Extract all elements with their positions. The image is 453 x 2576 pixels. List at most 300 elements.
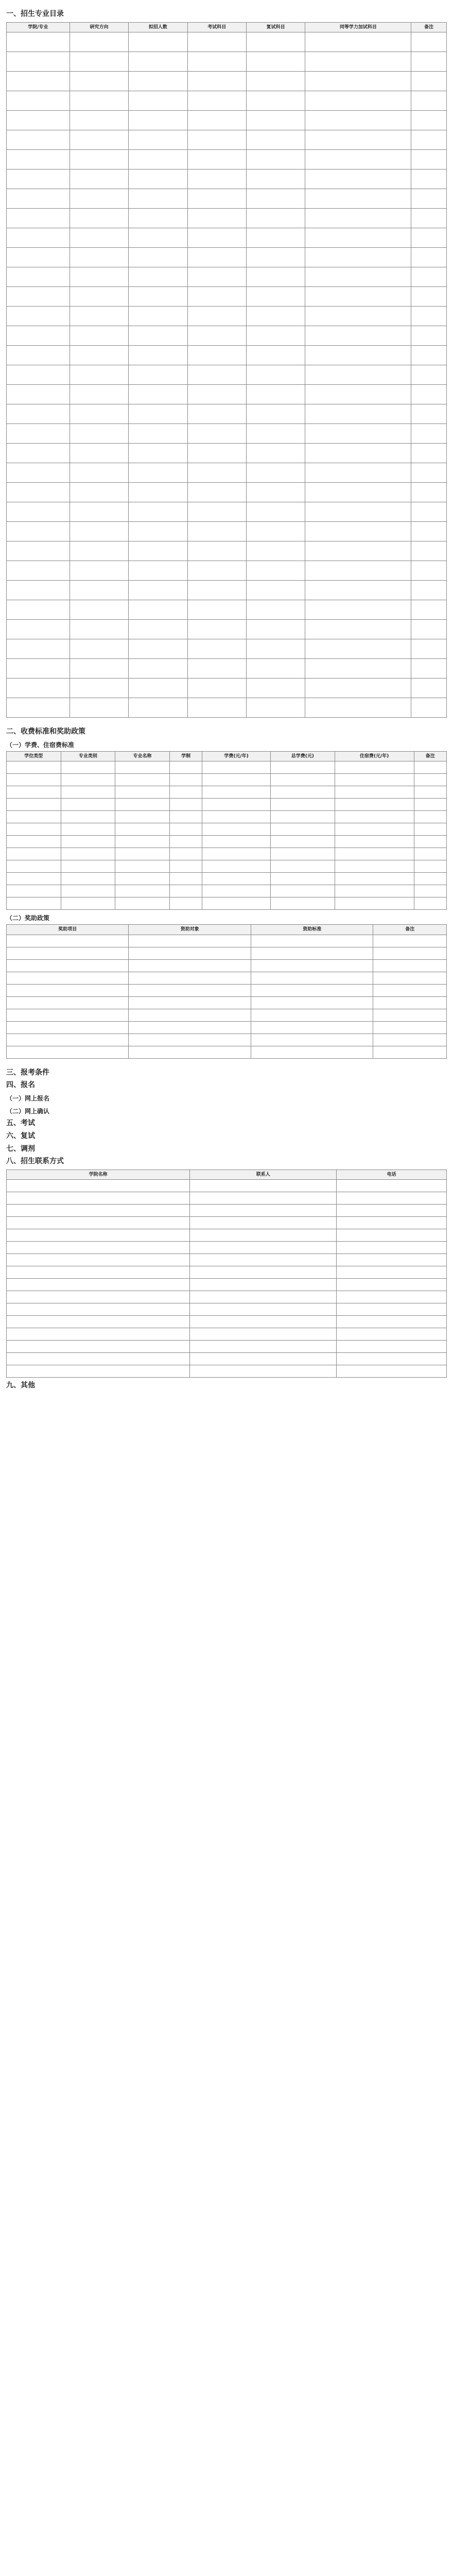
table-cell [246, 483, 305, 502]
table-cell [305, 52, 411, 72]
table-cell [61, 897, 115, 910]
table-cell [337, 1279, 447, 1291]
table-cell [305, 581, 411, 600]
table-cell [251, 947, 373, 959]
fees-header: 专业类别 [61, 752, 115, 761]
table-row [7, 581, 447, 600]
table-cell [7, 639, 70, 659]
table-cell [7, 873, 61, 885]
table-cell [190, 1316, 337, 1328]
table-cell [69, 346, 128, 365]
table-cell [7, 561, 70, 581]
table-cell [169, 761, 202, 774]
table-cell [7, 581, 70, 600]
table-cell [305, 385, 411, 404]
table-cell [187, 267, 246, 287]
table-row [7, 620, 447, 639]
table-cell [305, 228, 411, 248]
table-cell [69, 679, 128, 698]
table-row [7, 1303, 447, 1316]
table-cell [305, 130, 411, 150]
table-cell [7, 72, 70, 91]
table-cell [129, 248, 187, 267]
table-row [7, 463, 447, 483]
table-cell [202, 836, 271, 848]
table-cell [270, 873, 335, 885]
table-cell [129, 170, 187, 189]
table-cell [246, 620, 305, 639]
table-cell [187, 502, 246, 522]
table-cell [411, 424, 447, 444]
table-cell [190, 1217, 337, 1229]
table-cell [169, 786, 202, 799]
table-cell [335, 761, 414, 774]
table-cell [187, 150, 246, 170]
table-cell [187, 424, 246, 444]
table-cell [69, 170, 128, 189]
table-row [7, 150, 447, 170]
table-cell [129, 130, 187, 150]
section-title-9: 九、其他 [6, 1381, 35, 1390]
table-cell [7, 947, 129, 959]
table-cell [305, 639, 411, 659]
table-cell [69, 561, 128, 581]
table-cell [7, 91, 70, 111]
table-cell [305, 444, 411, 463]
table-cell [251, 959, 373, 972]
table-cell [7, 385, 70, 404]
table-cell [305, 209, 411, 228]
table-cell [187, 385, 246, 404]
fees-header: 总学费(元) [270, 752, 335, 761]
table-cell [202, 885, 271, 897]
table-cell [202, 811, 271, 823]
table-cell [129, 996, 251, 1009]
table-cell [335, 811, 414, 823]
table-row [7, 404, 447, 424]
table-cell [129, 52, 187, 72]
catalog-header: 学院/专业 [7, 22, 70, 32]
table-cell [129, 1021, 251, 1033]
table-cell [270, 897, 335, 910]
table-cell [246, 130, 305, 150]
section-title-6: 六、复试 [6, 1131, 35, 1140]
table-cell [7, 1365, 190, 1378]
table-cell [129, 424, 187, 444]
table-cell [337, 1180, 447, 1192]
table-cell [7, 620, 70, 639]
table-cell [129, 1033, 251, 1046]
table-cell [61, 836, 115, 848]
table-cell [202, 848, 271, 860]
table-cell [7, 502, 70, 522]
table-cell [251, 1033, 373, 1046]
table-cell [129, 581, 187, 600]
table-cell [411, 346, 447, 365]
table-cell [411, 150, 447, 170]
table-cell [7, 365, 70, 385]
section-subtitle-4b: （二）网上确认 [6, 1107, 50, 1115]
table-cell [411, 502, 447, 522]
table-cell [7, 170, 70, 189]
table-cell [115, 836, 170, 848]
table-cell [373, 1033, 447, 1046]
table-cell [305, 365, 411, 385]
table-cell [337, 1266, 447, 1279]
table-cell [7, 346, 70, 365]
table-cell [411, 52, 447, 72]
table-cell [129, 267, 187, 287]
table-cell [187, 561, 246, 581]
table-cell [7, 1021, 129, 1033]
table-cell [129, 365, 187, 385]
contact-header: 电话 [337, 1170, 447, 1180]
table-cell [187, 463, 246, 483]
table-cell [187, 170, 246, 189]
table-cell [411, 463, 447, 483]
table-row [7, 91, 447, 111]
table-cell [246, 600, 305, 620]
table-cell [169, 885, 202, 897]
table-row [7, 1046, 447, 1058]
table-cell [7, 130, 70, 150]
fees-table [6, 751, 447, 910]
table-cell [7, 189, 70, 209]
table-cell [373, 947, 447, 959]
table-cell [373, 1009, 447, 1021]
table-cell [202, 799, 271, 811]
table-cell [7, 811, 61, 823]
table-cell [187, 287, 246, 307]
table-row [7, 1328, 447, 1341]
table-cell [411, 72, 447, 91]
table-cell [414, 860, 446, 873]
table-row [7, 1229, 447, 1242]
table-cell [411, 561, 447, 581]
table-cell [129, 959, 251, 972]
table-cell [337, 1205, 447, 1217]
table-cell [129, 561, 187, 581]
table-cell [414, 761, 446, 774]
table-cell [414, 786, 446, 799]
table-cell [411, 385, 447, 404]
table-cell [373, 959, 447, 972]
catalog-header: 拟招人数 [129, 22, 187, 32]
table-cell [337, 1328, 447, 1341]
table-cell [7, 698, 70, 718]
table-cell [337, 1303, 447, 1316]
fees-header: 学制 [169, 752, 202, 761]
table-cell [69, 91, 128, 111]
table-cell [7, 463, 70, 483]
table-cell [7, 848, 61, 860]
table-cell [115, 823, 170, 836]
table-cell [187, 346, 246, 365]
table-cell [187, 483, 246, 502]
table-cell [129, 1009, 251, 1021]
table-cell [115, 885, 170, 897]
table-cell [69, 287, 128, 307]
table-cell [7, 307, 70, 326]
table-cell [69, 639, 128, 659]
table-cell [69, 32, 128, 52]
table-row [7, 959, 447, 972]
table-cell [270, 774, 335, 786]
table-cell [129, 600, 187, 620]
table-cell [414, 823, 446, 836]
table-cell [7, 1279, 190, 1291]
table-cell [305, 287, 411, 307]
table-cell [246, 111, 305, 130]
table-cell [411, 326, 447, 346]
section-title-7: 七、调剂 [6, 1144, 35, 1153]
table-cell [129, 111, 187, 130]
table-row [7, 444, 447, 463]
table-cell [246, 72, 305, 91]
table-row [7, 679, 447, 698]
table-cell [69, 52, 128, 72]
table-cell [187, 307, 246, 326]
table-cell [129, 150, 187, 170]
table-cell [129, 659, 187, 679]
aid-header: 资助标准 [251, 925, 373, 935]
table-cell [129, 72, 187, 91]
table-cell [7, 897, 61, 910]
table-cell [190, 1341, 337, 1353]
table-cell [7, 600, 70, 620]
table-cell [129, 91, 187, 111]
table-cell [337, 1316, 447, 1328]
contact-header: 联系人 [190, 1170, 337, 1180]
table-cell [190, 1180, 337, 1192]
table-cell [69, 150, 128, 170]
table-row [7, 365, 447, 385]
table-cell [246, 698, 305, 718]
table-cell [337, 1365, 447, 1378]
table-cell [115, 786, 170, 799]
table-cell [305, 502, 411, 522]
table-cell [411, 170, 447, 189]
table-cell [69, 307, 128, 326]
table-cell [7, 209, 70, 228]
table-cell [69, 189, 128, 209]
table-cell [411, 32, 447, 52]
table-cell [373, 1046, 447, 1058]
table-cell [7, 111, 70, 130]
table-cell [246, 404, 305, 424]
table-cell [335, 836, 414, 848]
table-row [7, 659, 447, 679]
table-cell [305, 150, 411, 170]
table-cell [7, 326, 70, 346]
table-cell [305, 346, 411, 365]
table-cell [411, 248, 447, 267]
table-cell [373, 996, 447, 1009]
table-cell [7, 228, 70, 248]
table-cell [7, 959, 129, 972]
table-cell [305, 620, 411, 639]
table-cell [115, 761, 170, 774]
table-cell [411, 189, 447, 209]
table-cell [251, 1009, 373, 1021]
table-cell [7, 1205, 190, 1217]
table-cell [61, 799, 115, 811]
table-cell [7, 1353, 190, 1365]
table-row [7, 72, 447, 91]
table-cell [61, 823, 115, 836]
table-cell [7, 287, 70, 307]
table-cell [202, 761, 271, 774]
table-row [7, 1266, 447, 1279]
table-cell [61, 811, 115, 823]
table-cell [129, 209, 187, 228]
table-cell [7, 786, 61, 799]
table-cell [305, 91, 411, 111]
table-cell [335, 860, 414, 873]
table-row [7, 947, 447, 959]
table-cell [190, 1279, 337, 1291]
table-cell [69, 581, 128, 600]
table-cell [202, 873, 271, 885]
table-row [7, 1192, 447, 1205]
table-cell [115, 897, 170, 910]
table-cell [335, 885, 414, 897]
table-row [7, 786, 447, 799]
table-cell [7, 885, 61, 897]
table-cell [7, 972, 129, 984]
table-cell [69, 424, 128, 444]
table-cell [246, 444, 305, 463]
table-cell [7, 996, 129, 1009]
table-cell [305, 541, 411, 561]
table-row [7, 424, 447, 444]
table-cell [337, 1341, 447, 1353]
table-cell [305, 561, 411, 581]
table-cell [7, 659, 70, 679]
table-cell [251, 1046, 373, 1058]
table-cell [305, 424, 411, 444]
table-row [7, 1254, 447, 1266]
table-cell [129, 189, 187, 209]
table-cell [7, 1303, 190, 1316]
table-cell [190, 1365, 337, 1378]
table-cell [69, 620, 128, 639]
table-cell [411, 483, 447, 502]
table-cell [246, 385, 305, 404]
table-cell [305, 404, 411, 424]
table-cell [187, 130, 246, 150]
fees-header: 专业名称 [115, 752, 170, 761]
table-cell [115, 774, 170, 786]
aid-table [6, 924, 447, 1058]
section-title-2: 二、收费标准和奖助政策 [6, 727, 85, 736]
table-cell [411, 228, 447, 248]
table-cell [69, 541, 128, 561]
table-cell [411, 522, 447, 541]
table-cell [187, 365, 246, 385]
fees-header: 备注 [414, 752, 446, 761]
table-cell [337, 1229, 447, 1242]
table-cell [69, 267, 128, 287]
table-cell [7, 836, 61, 848]
table-cell [129, 404, 187, 424]
table-cell [129, 984, 251, 996]
table-cell [7, 1033, 129, 1046]
table-cell [61, 786, 115, 799]
table-row [7, 1316, 447, 1328]
table-cell [129, 947, 251, 959]
table-cell [202, 897, 271, 910]
table-row [7, 326, 447, 346]
table-cell [305, 170, 411, 189]
table-row [7, 385, 447, 404]
table-cell [246, 228, 305, 248]
table-cell [7, 541, 70, 561]
table-cell [169, 897, 202, 910]
table-row [7, 541, 447, 561]
table-row [7, 1341, 447, 1353]
table-cell [69, 698, 128, 718]
table-cell [337, 1291, 447, 1303]
table-cell [190, 1254, 337, 1266]
table-row [7, 52, 447, 72]
table-cell [337, 1217, 447, 1229]
table-cell [169, 799, 202, 811]
table-cell [129, 385, 187, 404]
table-cell [7, 1242, 190, 1254]
table-cell [411, 91, 447, 111]
table-cell [7, 1180, 190, 1192]
table-cell [190, 1303, 337, 1316]
table-cell [69, 228, 128, 248]
table-cell [187, 541, 246, 561]
table-cell [129, 679, 187, 698]
table-cell [246, 189, 305, 209]
table-cell [7, 679, 70, 698]
table-cell [69, 502, 128, 522]
table-cell [69, 385, 128, 404]
table-cell [270, 885, 335, 897]
section-subtitle-2a: （一）学费、住宿费标准 [6, 741, 75, 749]
table-cell [246, 287, 305, 307]
table-cell [305, 189, 411, 209]
table-cell [187, 581, 246, 600]
table-cell [305, 326, 411, 346]
table-row [7, 561, 447, 581]
table-cell [129, 326, 187, 346]
table-cell [270, 761, 335, 774]
table-row [7, 761, 447, 774]
table-cell [270, 860, 335, 873]
table-cell [414, 873, 446, 885]
table-cell [187, 111, 246, 130]
table-row [7, 1021, 447, 1033]
table-cell [7, 424, 70, 444]
table-cell [69, 483, 128, 502]
table-cell [69, 365, 128, 385]
table-cell [414, 848, 446, 860]
table-cell [246, 150, 305, 170]
table-cell [129, 522, 187, 541]
table-cell [246, 659, 305, 679]
section-title-3: 三、报考条件 [6, 1068, 49, 1077]
table-cell [251, 972, 373, 984]
table-cell [270, 836, 335, 848]
section-subtitle-4a: （一）网上报名 [6, 1095, 50, 1103]
table-cell [246, 52, 305, 72]
table-cell [246, 32, 305, 52]
table-cell [305, 522, 411, 541]
